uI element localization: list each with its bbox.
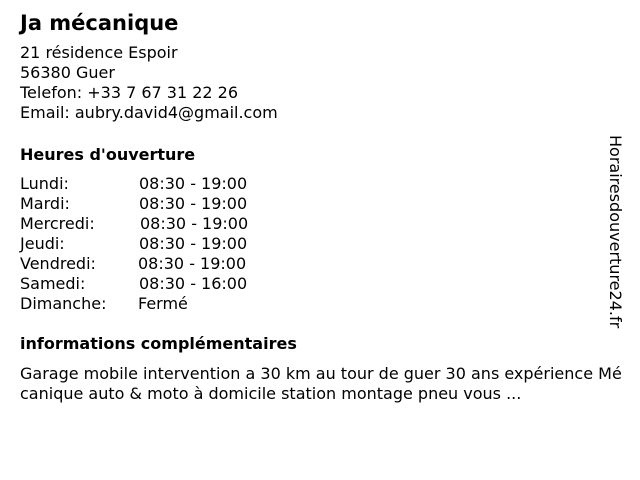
day-label: Samedi:: [20, 274, 86, 293]
day-label: Mercredi:: [20, 214, 95, 233]
day-label: Lundi:: [20, 174, 69, 193]
day-label: Mardi:: [20, 194, 70, 213]
hours-row-friday: [20, 254, 280, 274]
contact-block: [20, 43, 278, 123]
address-city: 56380 Guer: [20, 63, 115, 82]
hours-row-wednesday: [20, 214, 280, 234]
email-address: Email: aubry.david4@gmail.com: [20, 103, 278, 122]
business-name: Ja mécanique: [20, 11, 179, 35]
time-value: Fermé: [138, 294, 188, 313]
day-label: Jeudi:: [20, 234, 65, 253]
time-value: 08:30 - 19:00: [139, 194, 248, 213]
time-value: 08:30 - 19:00: [140, 214, 249, 233]
hours-row-thursday: [20, 234, 280, 254]
hours-row-sunday: [20, 294, 280, 314]
time-value: 08:30 - 19:00: [138, 254, 247, 273]
hours-row-tuesday: [20, 194, 280, 214]
time-value: 08:30 - 19:00: [139, 174, 248, 193]
day-label: Vendredi:: [20, 254, 96, 273]
time-value: 08:30 - 19:00: [139, 234, 248, 253]
hours-row-monday: [20, 174, 280, 194]
opening-hours-heading: Heures d'ouverture: [20, 145, 196, 164]
time-value: 08:30 - 16:00: [139, 274, 248, 293]
additional-info-heading: informations complémentaires: [20, 334, 297, 353]
site-watermark: Horairesdouverture24.fr: [606, 135, 625, 329]
day-label: Dimanche:: [20, 294, 107, 313]
phone-number: Telefon: +33 7 67 31 22 26: [20, 83, 239, 102]
hours-row-saturday: [20, 274, 280, 294]
address-street: 21 résidence Espoir: [20, 43, 178, 62]
opening-hours-list: [20, 174, 280, 314]
additional-info-text: Garage mobile intervention a 30 km au tour de guer 30 ans expérience Mécanique auto & moto à domicile station montage pneu vous ...: [20, 364, 622, 403]
